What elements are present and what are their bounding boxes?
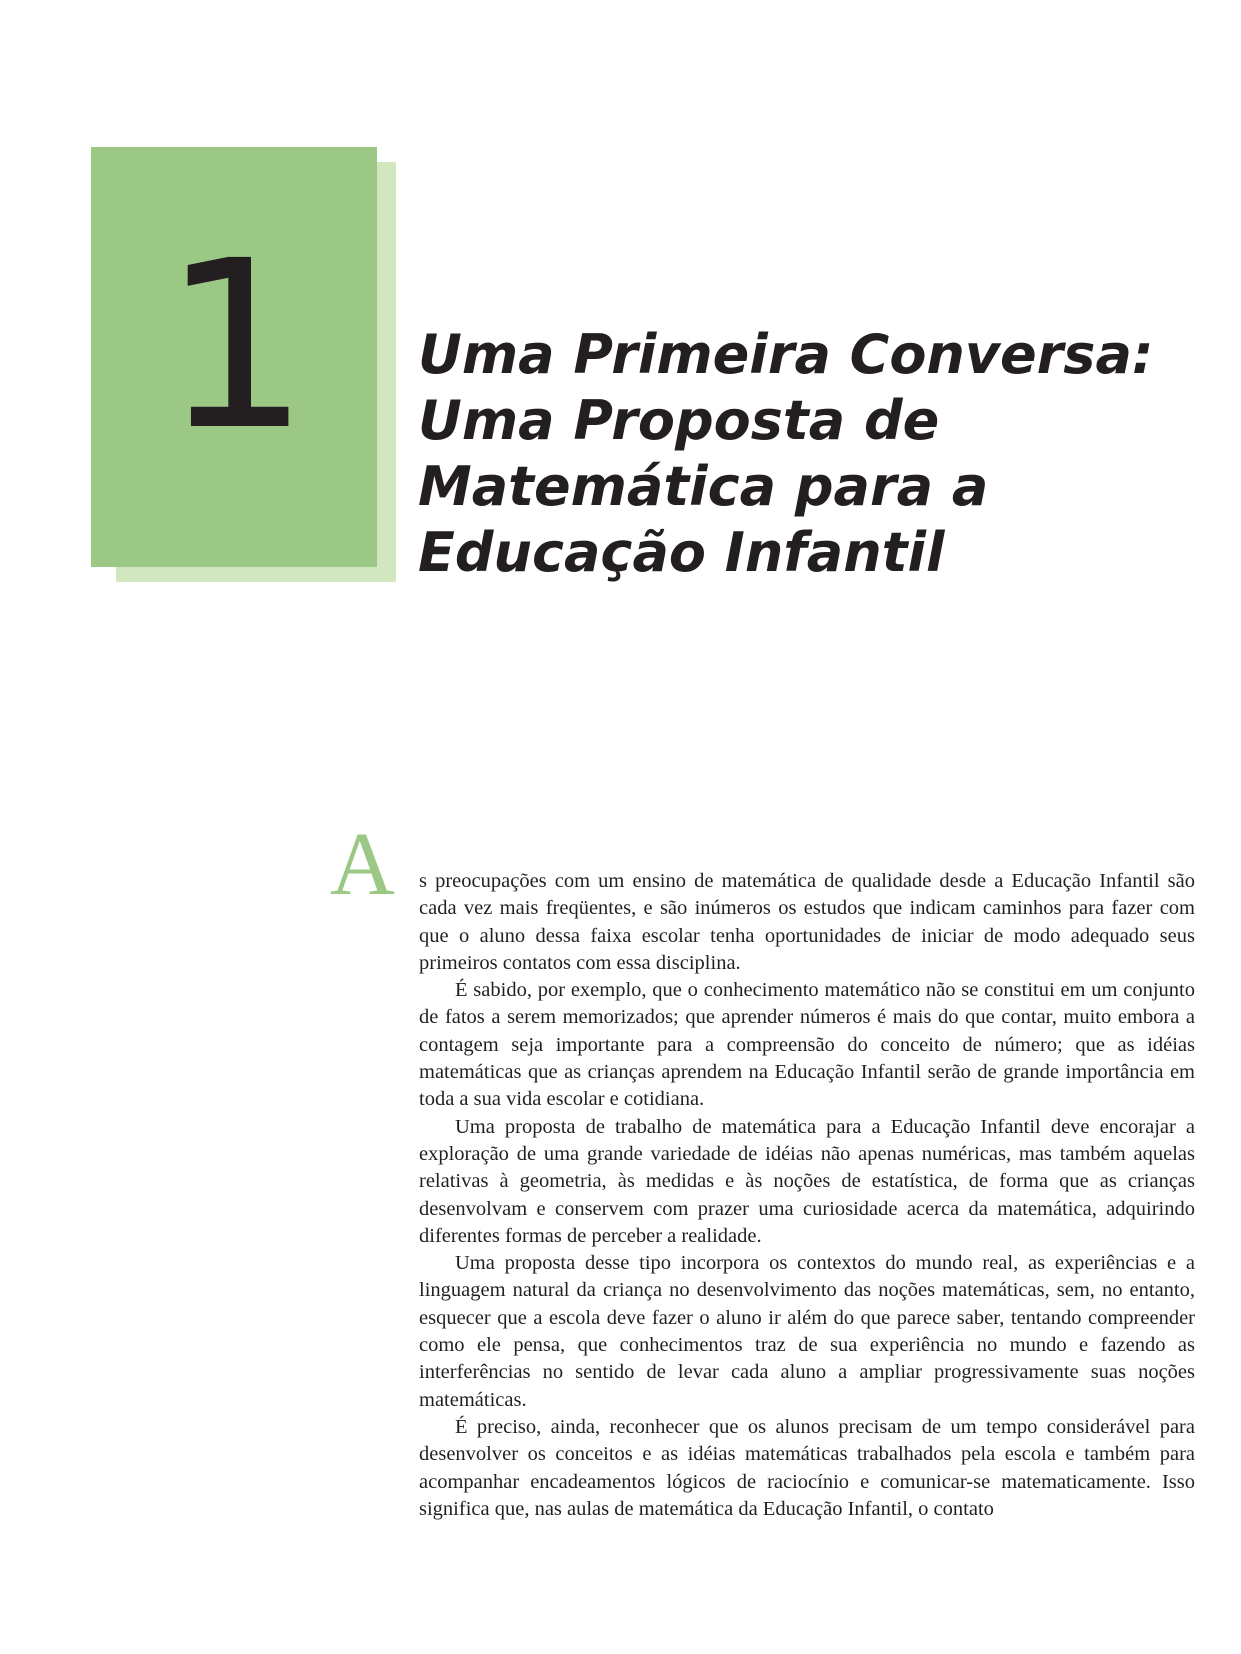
chapter-title-line: Matemática para a [418, 455, 989, 518]
paragraph: s preocupações com um ensino de matemática de qualidade desde a Educação Infantil são cada vez mais freqüentes, e são inúmeros os estudos que indicam caminhos para fazer com que o aluno dessa faixa escolar tenha oportunidades de iniciar de modo adequado seus primeiros contatos com essa disciplina. [419, 870, 1195, 974]
paragraph: Uma proposta de trabalho de matemática para a Educação Infantil deve encorajar a exploração de uma grande variedade de idéias não apenas numéricas, mas também aquelas relativas à geometria, às medidas e às noções de estatística, de forma que as crianças desenvolvam e conservem com prazer uma curiosidade acerca da matemática, adquirindo diferentes formas de perceber a realidade. [419, 1115, 1195, 1247]
chapter-title [418, 322, 1198, 586]
body-text [419, 868, 1195, 1523]
paragraph: Uma proposta desse tipo incorpora os contextos do mundo real, as experiências e a linguagem natural da criança no desenvolvimento das noções matemáticas, sem, no entanto, esquecer que a escola deve fazer o aluno ir além do que parece saber, tentando compreender como ele pensa, que conhecimentos traz de sua experiência no mundo e fazendo as interferências no sentido de levar cada aluno a ampliar progressivamente suas noções matemáticas. [419, 1252, 1195, 1411]
paragraph: É preciso, ainda, reconhecer que os alunos precisam de um tempo considerável para desenvolver os conceitos e as idéias matemáticas trabalhados pela escola e também para acompanhar encadeamentos lógicos de raciocínio e comunicar-se matematicamente. Isso significa que, nas aulas de matemática da Educação Infantil, o contato [419, 1415, 1195, 1520]
chapter-number: 1 [162, 211, 306, 481]
paragraph: É sabido, por exemplo, que o conhecimento matemático não se constitui em um conjunto de fatos a serem memorizados; que aprender números é mais do que contar, muito embora a contagem seja importante para a compreensão do conceito de número; que as idéias matemáticas que as crianças aprendem na Educação Infantil serão de grande importância em toda a sua vida escolar e cotidiana. [419, 979, 1195, 1111]
drop-cap: A [330, 815, 395, 914]
chapter-title-line: Uma Proposta de [418, 389, 940, 452]
chapter-title-line: Uma Primeira Conversa: [418, 323, 1154, 386]
chapter-title-line: Educação Infantil [418, 521, 945, 584]
